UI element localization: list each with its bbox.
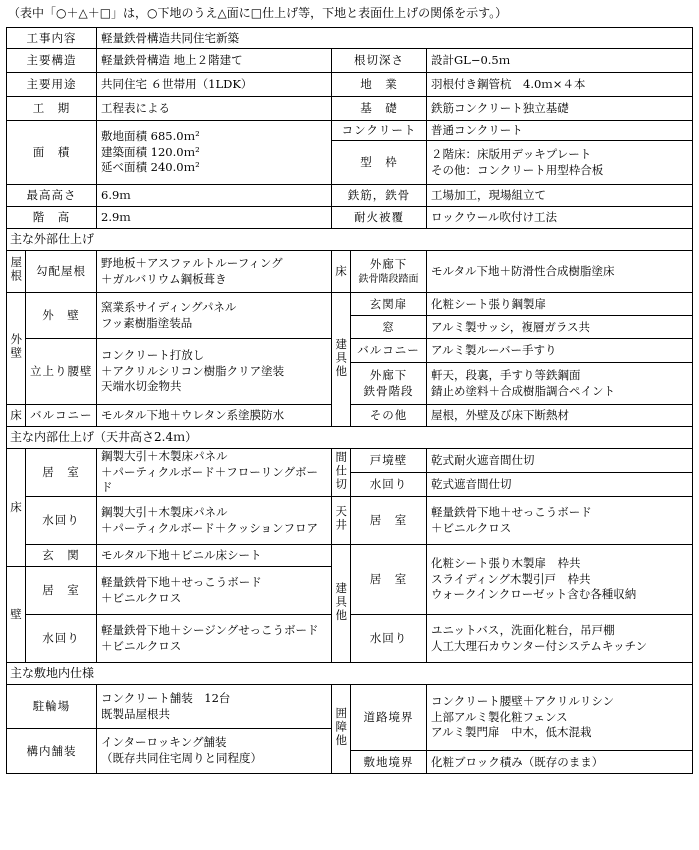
exterior-row-roof xyxy=(7,251,693,293)
value-balcony: モルタル下地＋ウレタン系塗膜防水 xyxy=(97,405,332,427)
formwork-line-2: その他：コンクリート用型枠合板 xyxy=(431,162,604,177)
stair-label: 鉄骨階段踏面 xyxy=(358,273,419,285)
value-exterior-wall xyxy=(97,293,332,339)
value-corridor-floor: モルタル下地＋防滑性合成樹脂塗床 xyxy=(427,251,693,293)
label-wet-fittings: 水回り xyxy=(351,615,427,663)
fittings-line-3: ウォークインクローゼット含む各種収納 xyxy=(431,587,637,602)
side-interior-fittings: 建具他 xyxy=(332,545,351,663)
corridor-fit-label-1: 外廊下 xyxy=(369,367,408,382)
side-interior-wall: 壁 xyxy=(7,567,26,663)
ceiling-line-2: ＋ビニルクロス xyxy=(431,520,512,535)
value-use: 共同住宅 ６世帯用（1LDK） xyxy=(97,73,332,97)
label-party-wall: 戸境壁 xyxy=(351,449,427,473)
side-roof: 屋根 xyxy=(7,251,26,293)
label-living-floor: 居 室 xyxy=(26,449,97,497)
wet-wall-line-1: 軽量鉄骨下地＋シージングせっこうボード xyxy=(101,622,319,637)
wet-floor-line-2: ＋パーティクルボード＋クッションフロア xyxy=(101,520,319,535)
value-steel: 工場加工，現場組立て xyxy=(427,185,693,207)
value-paving xyxy=(97,729,332,774)
label-entry-floor: 玄 関 xyxy=(26,545,97,567)
value-entry-floor: モルタル下地＋ビニル床シート xyxy=(97,545,332,567)
value-term: 工程表による xyxy=(97,97,332,121)
label-area: 面 積 xyxy=(7,121,97,185)
label-fireproof: 耐火被覆 xyxy=(332,207,427,229)
value-formwork xyxy=(427,141,693,185)
paving-line-1: インターロッキング舗装 xyxy=(101,735,227,750)
side-fittings: 建具他 xyxy=(332,293,351,427)
fittings-line-2: スライディング木製引戸 枠共 xyxy=(431,571,591,586)
value-foundation: 鉄筋コンクリート独立基礎 xyxy=(427,97,693,121)
value-balcony-rail: アルミ製ルーバー手すり xyxy=(427,339,693,363)
label-corridor-fittings xyxy=(351,363,427,405)
side-interior-floor: 床 xyxy=(7,449,26,567)
overview-row-story xyxy=(7,207,693,229)
label-story: 階 高 xyxy=(7,207,97,229)
label-parapet: 立上り腰壁 xyxy=(26,339,97,405)
section-interior xyxy=(7,427,693,449)
site-row-1 xyxy=(7,685,693,707)
label-living-wall: 居 室 xyxy=(26,567,97,615)
value-fireproof: ロックウール吹付け工法 xyxy=(427,207,693,229)
value-wet-partition: 乾式遮音間仕切 xyxy=(427,473,693,497)
value-lot-boundary: 化粧ブロック積み（既存のまま） xyxy=(427,751,693,774)
overview-row-use xyxy=(7,73,693,97)
value-other: 屋根，外壁及び床下断熱材 xyxy=(427,405,693,427)
label-height: 最高高さ xyxy=(7,185,97,207)
value-roof xyxy=(97,251,332,293)
parapet-line-2: ＋アクリルシリコン樹脂クリア塗装 xyxy=(101,363,285,378)
label-roof: 勾配屋根 xyxy=(26,251,97,293)
formwork-line-1: ２階床：床版用デッキプレート xyxy=(431,146,592,161)
living-floor-line-1: 鋼製大引＋木製床パネル xyxy=(101,449,228,464)
living-wall-line-1: 軽量鉄骨下地＋せっこうボード xyxy=(101,574,262,589)
side-exterior-wall: 外壁 xyxy=(7,293,26,405)
spec-table xyxy=(6,27,693,774)
fittings-line-1: 化粧シート張り木製扉 枠共 xyxy=(431,556,581,571)
label-concrete: コンクリート xyxy=(332,121,427,141)
label-other: その他 xyxy=(351,405,427,427)
label-road-boundary: 道路境界 xyxy=(351,685,427,751)
label-work: 工事内容 xyxy=(7,28,97,49)
label-balcony: バルコニー xyxy=(26,405,97,427)
value-entrance-door: 化粧シート張り鋼製扉 xyxy=(427,293,693,316)
label-living-fittings: 居 室 xyxy=(351,545,427,615)
interior-row-3 xyxy=(7,497,693,521)
ceiling-line-1: 軽量鉄骨下地＋せっこうボード xyxy=(431,504,592,519)
overview-row-work xyxy=(7,28,693,49)
label-balcony-rail: バルコニー xyxy=(351,339,427,363)
road-line-3: アルミ製門扉 中木，低木混栽 xyxy=(431,725,592,740)
value-wet-wall xyxy=(97,615,332,663)
side-ceiling: 天井 xyxy=(332,497,351,545)
overview-row-term xyxy=(7,97,693,121)
value-party-wall: 乾式耐火遮音間仕切 xyxy=(427,449,693,473)
value-parapet xyxy=(97,339,332,405)
value-living-fittings xyxy=(427,545,693,615)
label-lot-boundary: 敷地境界 xyxy=(351,751,427,774)
value-road-boundary xyxy=(427,685,693,751)
wet-floor-line-1: 鋼製大引＋木製床パネル xyxy=(101,504,228,519)
section-title-interior: 主な内部仕上げ（天井高さ2.4ｍ） xyxy=(7,427,693,449)
bike-line-2: 既製品屋根共 xyxy=(101,706,170,721)
side-corridor-floor: 床 xyxy=(332,251,351,293)
exterior-row-wall-1 xyxy=(7,293,693,316)
label-foundation: 基 礎 xyxy=(332,97,427,121)
label-term: 工 期 xyxy=(7,97,97,121)
parapet-line-3: 天端水切金物共 xyxy=(101,379,182,394)
value-concrete: 普通コンクリート xyxy=(427,121,693,141)
label-use: 主要用途 xyxy=(7,73,97,97)
bike-line-1: コンクリート舗装 12台 xyxy=(101,690,231,705)
side-fence: 囲障他 xyxy=(332,685,351,774)
parapet-line-1: コンクリート打放し xyxy=(101,348,205,363)
section-title-exterior: 主な外部仕上げ xyxy=(7,229,693,251)
interior-row-1 xyxy=(7,449,693,473)
overview-row-area xyxy=(7,121,693,141)
value-wet-fittings xyxy=(427,615,693,663)
road-line-2: 上部アルミ製化粧フェンス xyxy=(431,709,568,724)
value-wet-floor xyxy=(97,497,332,545)
floor-area: 延べ面積 240.0ｍ² xyxy=(101,160,200,175)
value-structure: 軽量鉄骨構造 地上２階建て xyxy=(97,49,332,73)
exterior-wall-line-1: 窯業系サイディングパネル xyxy=(101,299,237,314)
value-window: アルミ製サッシ，複層ガラス共 xyxy=(427,316,693,339)
label-entrance-door: 玄関扉 xyxy=(351,293,427,316)
site-area: 敷地面積 685.0ｍ² xyxy=(101,129,200,144)
value-story: 2.9ｍ xyxy=(97,207,332,229)
corridor-fit-label-2: 鉄骨階段 xyxy=(363,383,414,398)
section-exterior xyxy=(7,229,693,251)
section-title-site: 主な敷地内仕様 xyxy=(7,663,693,685)
value-living-floor xyxy=(97,449,332,497)
side-partition: 間仕切 xyxy=(332,449,351,497)
label-excavation: 根切深さ xyxy=(332,49,427,73)
corridor-fit-line-2: 錆止め塗料＋合成樹脂調合ペイント xyxy=(431,383,615,398)
label-wet-floor: 水回り xyxy=(26,497,97,545)
road-line-1: コンクリート腰壁＋アクリルリシン xyxy=(431,694,615,709)
label-steel: 鉄筋，鉄骨 xyxy=(332,185,427,207)
paving-line-2: （既存共同住宅周りと同程度） xyxy=(101,751,262,765)
side-balcony-floor: 床 xyxy=(7,405,26,427)
wet-wall-line-2: ＋ビニルクロス xyxy=(101,638,182,653)
label-wet-partition: 水回り xyxy=(351,473,427,497)
living-wall-line-2: ＋ビニルクロス xyxy=(101,590,182,605)
value-height: 6.9ｍ xyxy=(97,185,332,207)
living-floor-line-2: ＋パーティクルボード＋フローリングボード xyxy=(101,464,319,495)
exterior-wall-line-2: フッ素樹脂塗装品 xyxy=(101,315,193,330)
label-piling: 地 業 xyxy=(332,73,427,97)
section-site xyxy=(7,663,693,685)
legend-note: （表中「○＋△＋□」は，○下地のうえ△面に□仕上げ等，下地と表面仕上げの関係を示す。） xyxy=(8,6,508,20)
label-living-ceiling: 居 室 xyxy=(351,497,427,545)
value-area xyxy=(97,121,332,185)
corridor-label: 外廊下 xyxy=(369,256,408,271)
roof-line-1: 野地板＋アスファルトルーフィング xyxy=(101,255,283,270)
label-wet-wall: 水回り xyxy=(26,615,97,663)
interior-row-5 xyxy=(7,545,693,567)
wet-fittings-line-1: ユニットバス，洗面化粧台，吊戸棚 xyxy=(431,622,615,637)
value-excavation: 設計GL−0.5ｍ xyxy=(427,49,693,73)
label-exterior-wall: 外 壁 xyxy=(26,293,97,339)
wet-fittings-line-2: 人工大理石カウンター付システムキッチン xyxy=(431,638,648,653)
label-paving: 構内舗装 xyxy=(7,729,97,774)
value-living-ceiling xyxy=(427,497,693,545)
roof-line-2: ＋ガルバリウム鋼板葺き xyxy=(101,271,227,286)
value-piling: 羽根付き鋼管杭 4.0ｍ×４本 xyxy=(427,73,693,97)
value-corridor-fittings xyxy=(427,363,693,405)
label-corridor-floor xyxy=(351,251,427,293)
value-bike xyxy=(97,685,332,729)
building-area: 建築面積 120.0ｍ² xyxy=(101,144,200,159)
value-work: 軽量鉄骨構造共同住宅新築 xyxy=(97,28,693,49)
overview-row-structure xyxy=(7,49,693,73)
label-structure: 主要構造 xyxy=(7,49,97,73)
label-formwork: 型 枠 xyxy=(332,141,427,185)
overview-row-height xyxy=(7,185,693,207)
label-window: 窓 xyxy=(351,316,427,339)
label-bike: 駐輪場 xyxy=(7,685,97,729)
corridor-fit-line-1: 軒天，段裏，手すり等鉄鋼面 xyxy=(431,367,581,382)
value-living-wall xyxy=(97,567,332,615)
